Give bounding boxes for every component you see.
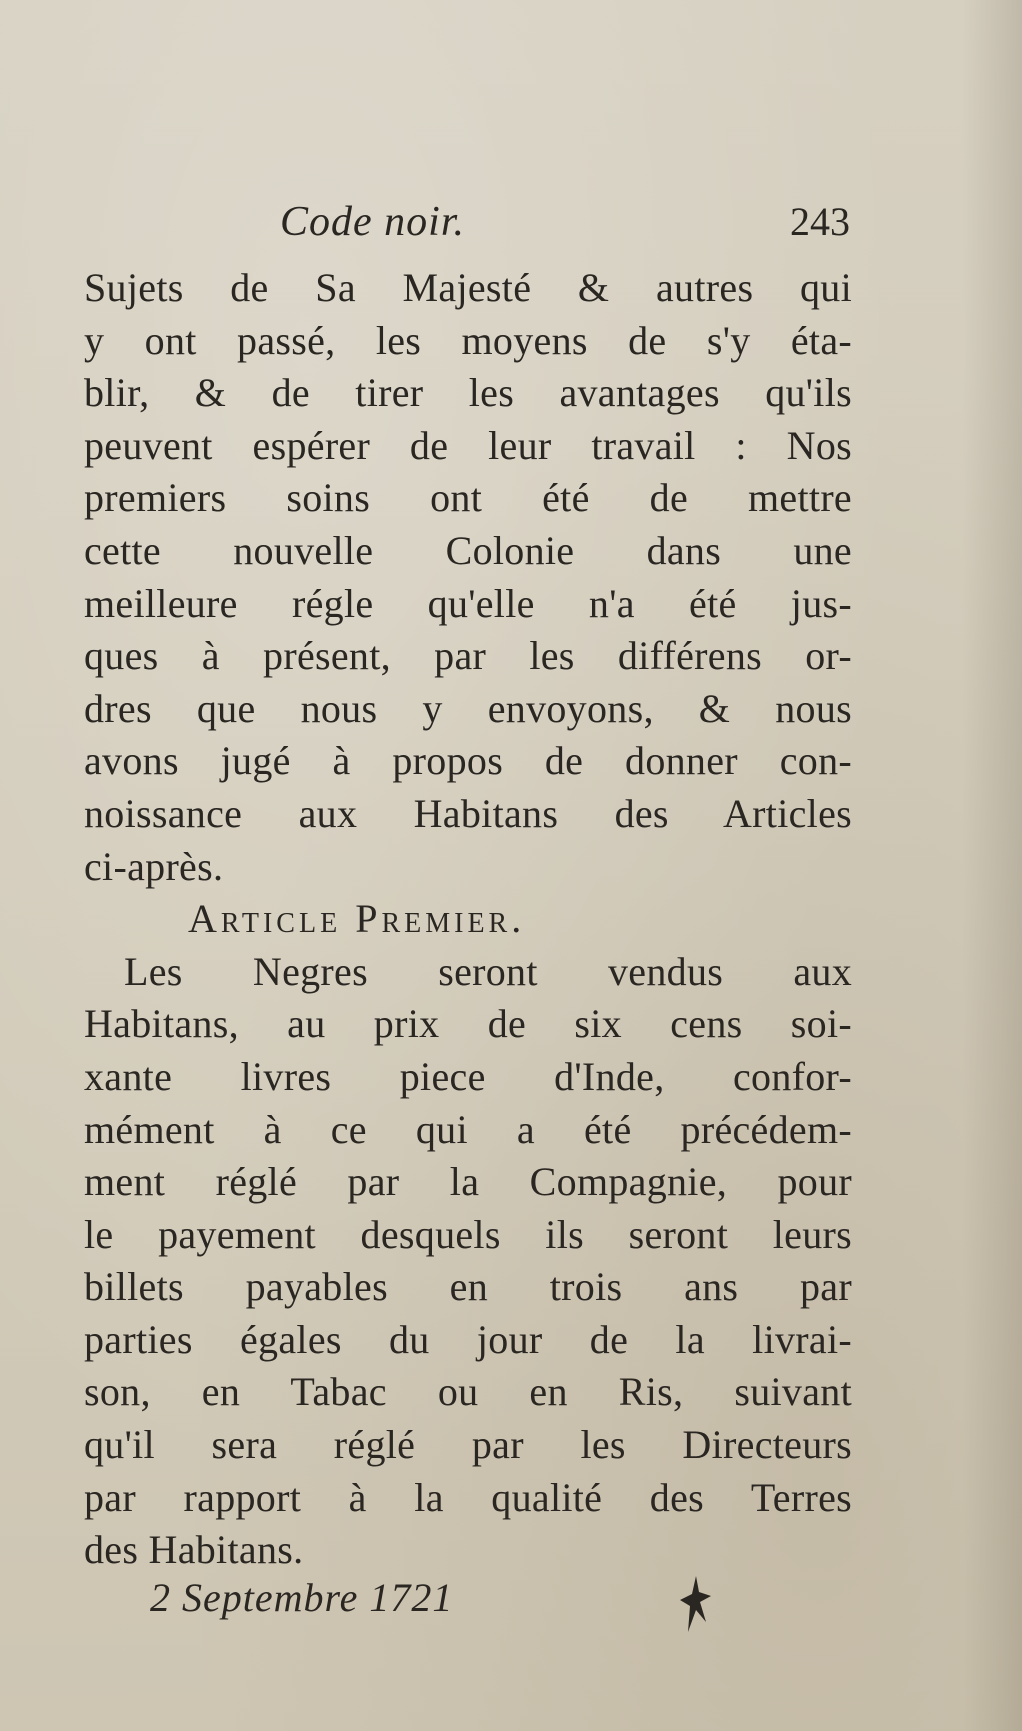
article-line: parties égales du jour de la livrai-	[84, 1316, 852, 1362]
body-line: noissance aux Habitans des Articles	[84, 790, 852, 836]
body-line: blir, & de tirer les avantages qu'ils	[84, 370, 852, 416]
body-line: premiers soins ont été de mettre	[84, 475, 852, 521]
ink-blot-icon	[678, 1574, 714, 1636]
page-number: 243	[790, 199, 850, 244]
body-line: avons jugé à propos de donner con-	[84, 738, 852, 784]
running-head: Code noir.	[280, 199, 466, 245]
article-heading: Article Premier.	[188, 896, 526, 942]
date-line	[150, 1574, 750, 1634]
body-line: cette nouvelle Colonie dans une	[84, 527, 852, 573]
body-line: Sujets de Sa Majesté & autres qui	[84, 265, 852, 310]
body-line: peuvent espérer de leur travail : Nos	[84, 422, 852, 468]
article-line: billets payables en trois ans par	[84, 1264, 852, 1310]
signature-date: 2 Septembre 1721	[150, 1575, 454, 1620]
article-line: le payement desquels ils seront leurs	[84, 1211, 852, 1257]
article-line: Habitans, au prix de six cens soi-	[84, 1001, 852, 1047]
body-line: dres que nous y envoyons, & nous	[84, 685, 852, 731]
article-line: son, en Tabac ou en Ris, suivant	[84, 1369, 852, 1415]
article-line: mément à ce qui a été précédem-	[84, 1106, 852, 1152]
body-line: ci-après.	[84, 843, 224, 889]
page-edge-shadow	[962, 0, 1022, 1731]
body-line: ques à présent, par les différens or-	[84, 633, 852, 679]
article-line: par rapport à la qualité des Terres	[84, 1474, 852, 1520]
article-line: des Habitans.	[84, 1527, 304, 1573]
article-line: Les Negres seront vendus aux	[124, 948, 852, 994]
page-header	[90, 198, 850, 250]
body-line: y ont passé, les moyens de s'y éta-	[84, 317, 852, 363]
article-line: ment réglé par la Compagnie, pour	[84, 1159, 852, 1205]
text-block	[84, 262, 852, 1577]
article-line: qu'il sera réglé par les Directeurs	[84, 1422, 852, 1468]
article-line: xante livres piece d'Inde, confor-	[84, 1053, 852, 1099]
body-line: meilleure régle qu'elle n'a été jus-	[84, 580, 852, 626]
